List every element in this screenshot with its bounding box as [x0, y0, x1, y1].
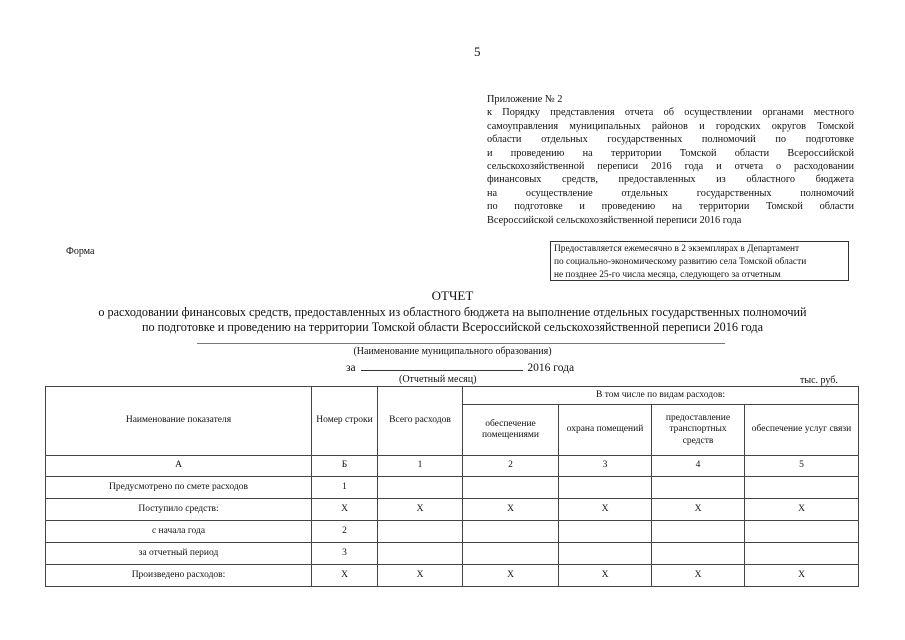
- period-month-blank: [361, 360, 523, 371]
- table-cell[interactable]: [559, 477, 652, 499]
- table-row: [46, 499, 859, 521]
- appendix-line: финансовых средств, предоставленных из областного бюджета: [487, 174, 854, 186]
- notice-line: не позднее 25-го числа месяца, следующего за отчетным: [554, 269, 781, 280]
- appendix-line: на осуществление отдельных государственных полномочий: [487, 187, 854, 199]
- row-label: с начала года: [46, 521, 312, 543]
- table-cell: Х: [463, 499, 559, 521]
- table-cell[interactable]: [745, 521, 859, 543]
- table-cell: Х: [745, 565, 859, 587]
- header-premises: обеспечение помещениями: [463, 405, 559, 456]
- reporting-period-row: [346, 360, 574, 374]
- expenditure-report-table: [45, 386, 859, 587]
- row-label: Предусмотрено по смете расходов: [46, 477, 312, 499]
- table-cell[interactable]: [463, 543, 559, 565]
- table-row: [46, 477, 859, 499]
- row-number: Х: [312, 499, 378, 521]
- row-number: 3: [312, 543, 378, 565]
- row-label: Поступило средств:: [46, 499, 312, 521]
- header-expense-types: В том числе по видам расходов:: [463, 387, 859, 405]
- form-label: Форма: [66, 246, 95, 257]
- table-row: [46, 543, 859, 565]
- index-cell: 4: [652, 456, 745, 477]
- table-cell: Х: [378, 565, 463, 587]
- table-cell[interactable]: [559, 543, 652, 565]
- table-cell[interactable]: [652, 477, 745, 499]
- period-caption: (Отчетный месяц): [399, 374, 477, 385]
- table-cell[interactable]: [652, 543, 745, 565]
- report-subtitle-line-2: по подготовке и проведению на территории Томской области Всероссийской сельскохозяйственной переписи 2016 года: [141, 320, 764, 334]
- table-index-row: [46, 456, 859, 477]
- table-cell[interactable]: [378, 543, 463, 565]
- table-cell: Х: [378, 499, 463, 521]
- appendix-line: сельскохозяйственной переписи 2016 года и отчета о расходовании: [487, 161, 854, 173]
- index-cell: 5: [745, 456, 859, 477]
- header-indicator: Наименование показателя: [46, 387, 312, 456]
- header-row-number: Номер строки: [312, 387, 378, 456]
- submission-notice-box: [550, 241, 849, 281]
- table-cell: Х: [652, 499, 745, 521]
- units-label: тыс. руб.: [800, 375, 838, 386]
- table-cell[interactable]: [463, 477, 559, 499]
- table-cell[interactable]: [559, 521, 652, 543]
- row-number: 1: [312, 477, 378, 499]
- table-cell[interactable]: [378, 521, 463, 543]
- table-row: [46, 521, 859, 543]
- table-cell: Х: [463, 565, 559, 587]
- appendix-line: по подготовке и проведению на территории Томской области: [487, 201, 854, 213]
- appendix-line: области отдельных государственных полномочий по подготовке: [487, 134, 854, 146]
- table-row: [46, 565, 859, 587]
- report-subtitle-line-1: о расходовании финансовых средств, предоставленных из областного бюджета на выполнение отдельных государственных полномочий: [98, 305, 807, 319]
- appendix-line: Всероссийской сельскохозяйственной переписи 2016 года: [487, 214, 742, 226]
- index-cell: А: [46, 456, 312, 477]
- notice-line: Предоставляется ежемесячно в 2 экземплярах в Департамент: [554, 244, 800, 254]
- period-year: 2016 года: [527, 362, 575, 374]
- page-number: 5: [474, 44, 481, 59]
- period-prefix: за: [346, 362, 356, 374]
- table-header-row: [46, 387, 859, 405]
- table-cell: Х: [559, 499, 652, 521]
- header-total: Всего расходов: [378, 387, 463, 456]
- table-cell[interactable]: [745, 477, 859, 499]
- appendix-title: Приложение № 2: [487, 94, 563, 105]
- table-cell: Х: [652, 565, 745, 587]
- table-cell[interactable]: [378, 477, 463, 499]
- row-label: Произведено расходов:: [46, 565, 312, 587]
- row-number: Х: [312, 565, 378, 587]
- appendix-block: [487, 93, 854, 227]
- row-label: за отчетный период: [46, 543, 312, 565]
- table-cell[interactable]: [463, 521, 559, 543]
- header-communication: обеспечение услуг связи: [745, 405, 859, 456]
- appendix-line: самоуправления муниципальных районов и городских округов Томской: [487, 120, 854, 132]
- table-cell: Х: [745, 499, 859, 521]
- index-cell: Б: [312, 456, 378, 477]
- table-cell: Х: [559, 565, 652, 587]
- report-title: ОТЧЕТ: [431, 288, 474, 303]
- appendix-line: и проведению на территории Томской области Всероссийской: [487, 147, 854, 159]
- municipality-field-line: [197, 343, 725, 344]
- municipality-caption: (Наименование муниципального образования): [353, 346, 552, 357]
- index-cell: 3: [559, 456, 652, 477]
- table-cell[interactable]: [652, 521, 745, 543]
- header-security: охрана помещений: [559, 405, 652, 456]
- row-number: 2: [312, 521, 378, 543]
- notice-line: по социально-экономическому развитию села Томской области: [554, 256, 807, 267]
- appendix-line: к Порядку представления отчета об осуществлении органами местного: [487, 107, 854, 119]
- table-cell[interactable]: [745, 543, 859, 565]
- index-cell: 1: [378, 456, 463, 477]
- index-cell: 2: [463, 456, 559, 477]
- header-transport: предоставление транспортных средств: [652, 405, 745, 456]
